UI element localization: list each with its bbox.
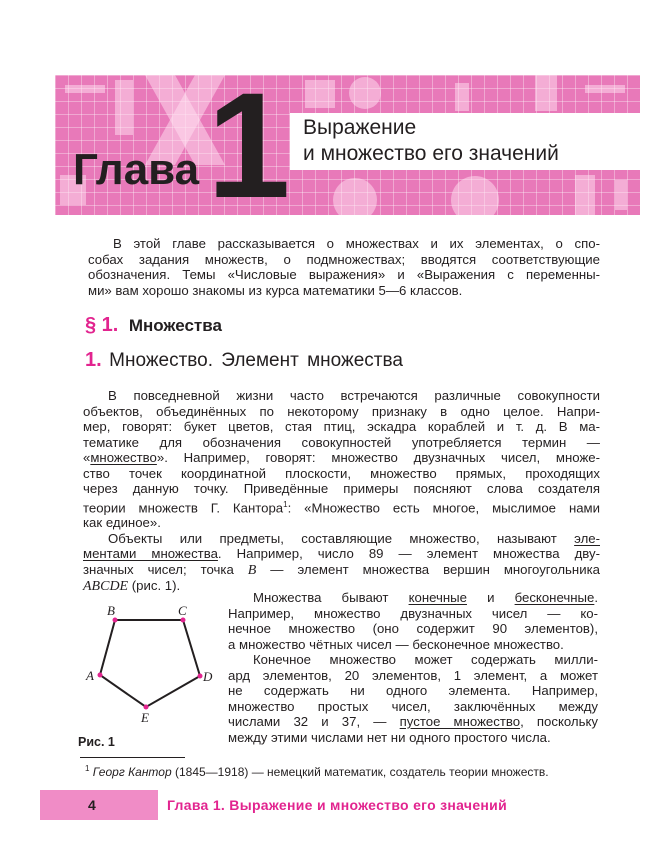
figure-pentagon <box>75 600 215 735</box>
text-span: мер, говорят: букет цветов, стая птиц, эскадра кораблей и т. д. В ма- <box>83 419 600 434</box>
text-line <box>88 252 600 268</box>
text-span: и <box>466 590 515 605</box>
text-span: Конечное множество может содержать милли- <box>253 652 598 667</box>
running-footer-title: Глава 1. Выражение и множество его значений <box>167 797 507 813</box>
vertex-label-c: C <box>178 603 187 618</box>
page-number: 4 <box>88 797 96 813</box>
text-line <box>228 606 598 622</box>
text-span: через данную точку. Приведённые примеры поясняют слова создателя <box>83 481 600 496</box>
text-line <box>88 267 600 283</box>
text-span: B <box>247 562 257 578</box>
text-line <box>83 419 600 435</box>
chapter-label: Глава <box>73 145 200 194</box>
text-span: тематике для обозначения совокупностей употребляется термин — <box>83 434 600 450</box>
text-line <box>88 236 600 252</box>
decor-shape <box>575 175 595 215</box>
text-line <box>83 562 600 579</box>
term-underlined: эле- <box>574 530 600 546</box>
figure-caption: Рис. 1 <box>78 735 115 749</box>
vertex-label-a: A <box>86 668 94 683</box>
text-line <box>228 699 598 715</box>
text-span: . Например, число 89 — элемент множества дву- <box>217 546 600 562</box>
text-span: числами 32 и 37, — <box>228 714 400 729</box>
decor-shape <box>115 80 133 135</box>
term-underlined: пустое множество <box>399 714 521 729</box>
text-line <box>83 481 600 497</box>
pentagon-diagram <box>75 600 215 730</box>
text-line <box>228 714 598 730</box>
vertex-label-e: E <box>141 710 149 725</box>
text-line <box>83 531 600 547</box>
decor-shape <box>65 85 105 93</box>
vertex-point <box>98 673 103 678</box>
term-underlined: бесконечные <box>514 590 595 605</box>
vertex-point <box>113 618 118 623</box>
subsection-heading <box>85 349 403 372</box>
vertex-point <box>181 618 186 623</box>
text-span: между этими числами нет ни одного простого числа. <box>228 729 551 745</box>
chapter-number: 1 <box>207 75 291 215</box>
vertex-point <box>198 674 203 679</box>
decor-shape <box>535 75 557 111</box>
text-line <box>228 652 598 668</box>
vertex-label-b: B <box>107 603 115 618</box>
text-line <box>83 388 600 404</box>
term-underlined: ментами множества <box>83 546 218 562</box>
chapter-title-line: и множество его значений <box>303 142 559 165</box>
section-heading <box>85 314 222 337</box>
chapter-title <box>303 115 559 167</box>
footnote-name: Георг Кантор <box>92 765 172 779</box>
text-span: Объекты или предметы, составляющие множество, называют <box>108 530 575 546</box>
section-number: § 1. <box>85 314 119 336</box>
footnote-divider <box>80 757 185 758</box>
subsection-number: 1. <box>85 349 102 371</box>
footnote-mark: 1 <box>85 764 90 773</box>
text-line <box>88 283 600 299</box>
text-line <box>83 450 600 466</box>
text-line <box>228 730 598 746</box>
text-span: В этой главе рассказывается о множествах и их элементах, о спо- <box>113 236 600 251</box>
text-span: не содержать ни одного элемента. Например, <box>228 683 598 698</box>
text-line <box>228 683 598 699</box>
text-span: ство точек координатной плоскости, множество прямых, проходящих <box>83 465 600 481</box>
decor-shape <box>615 180 627 210</box>
text-span: собах задания множеств, о подмножествах; вводятся соответствующие <box>88 251 600 267</box>
text-span: а множество чётных чисел — бесконечное множество. <box>228 636 564 652</box>
right-column-text <box>228 590 598 745</box>
decor-shape <box>455 83 469 111</box>
text-span: ми» вам хорошо знакомы из курса математики 5—6 классов. <box>88 282 463 298</box>
text-line <box>83 497 600 516</box>
footnote <box>85 764 549 779</box>
page-number-box <box>40 790 158 820</box>
text-span: значных чисел; точка <box>83 561 248 577</box>
text-span: : «Множество есть многое, мыслимое нами <box>287 499 600 515</box>
section-title: Множества <box>128 316 222 335</box>
text-line <box>83 404 600 420</box>
text-span: нечное множество (оно содержит 90 элементов), <box>228 621 598 636</box>
footnote-ref: 1 <box>283 499 288 509</box>
text-span: ». Например, говорят: множество двузначных чисел, множе- <box>156 450 600 465</box>
subsection-title: Множество. Элемент множества <box>109 350 403 371</box>
term-underlined: конечные <box>408 590 467 605</box>
footnote-text: (1845—1918) — немецкий математик, создатель теории множеств. <box>171 765 549 779</box>
decor-shape <box>585 85 625 93</box>
intro-paragraph <box>88 236 600 298</box>
text-span: « <box>83 450 91 465</box>
text-line <box>83 435 600 451</box>
text-line <box>83 466 600 482</box>
text-span: ABCDE <box>83 579 129 595</box>
text-span: теории множеств Г. Кантора <box>83 499 284 515</box>
vertex-label-d: D <box>203 669 213 684</box>
body-paragraph <box>83 388 600 595</box>
text-span: В повседневной жизни часто встречаются различные совокупности <box>108 388 600 403</box>
term-underlined: множество <box>90 450 157 465</box>
text-span: множество простых чисел, заключённых между <box>228 698 598 714</box>
text-line <box>228 637 598 653</box>
text-span: как единое». <box>83 515 161 531</box>
text-line <box>228 590 598 606</box>
text-span: (рис. 1). <box>128 578 181 594</box>
text-span: . <box>594 590 598 605</box>
decor-shape <box>349 77 381 109</box>
text-span: Например, множество двузначных чисел — ко- <box>228 605 598 621</box>
pentagon-shape <box>100 620 200 707</box>
text-line <box>83 515 600 531</box>
chapter-title-line: Выражение <box>303 116 417 139</box>
chapter-banner <box>55 75 640 215</box>
text-span: ард элементов, 20 элементов, 1 элемент, а может <box>228 667 598 683</box>
text-span: обозначения. Темы «Числовые выражения» и «Выражения с переменны- <box>88 267 600 282</box>
text-span: , поскольку <box>520 714 599 729</box>
vertex-point <box>144 705 149 710</box>
decor-shape <box>333 178 377 215</box>
decor-shape <box>305 80 335 108</box>
text-line <box>228 668 598 684</box>
text-line <box>228 621 598 637</box>
text-span: объектов, объединённых по некоторому признаку в одно целое. Напри- <box>83 403 600 419</box>
decor-shape <box>451 176 499 215</box>
text-span: Множества бывают <box>253 590 409 605</box>
text-span: — элемент множества вершин многоугольника <box>256 561 600 577</box>
text-line <box>83 546 600 562</box>
